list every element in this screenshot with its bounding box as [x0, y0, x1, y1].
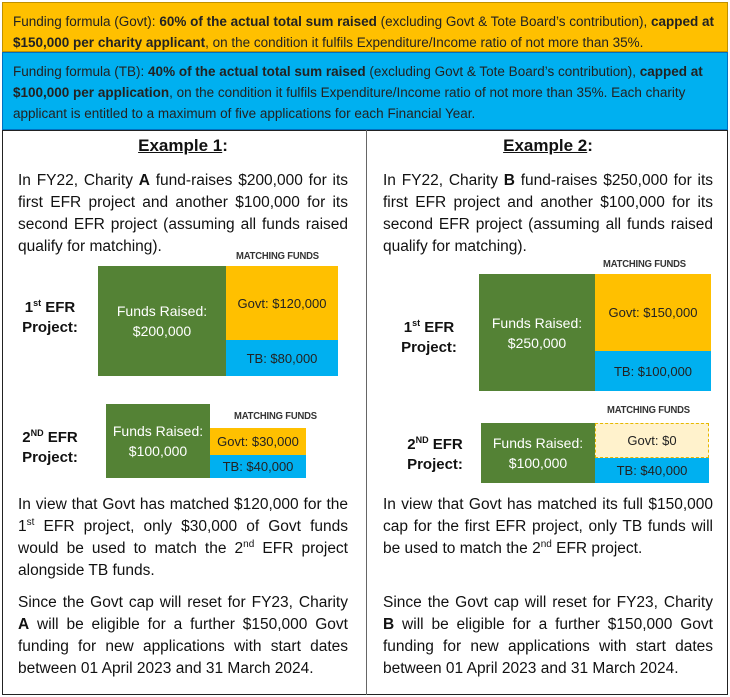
project-1-label: 1st EFR Project: — [22, 298, 78, 336]
example-1-explanation: In view that Govt has matched $120,000 for the 1st EFR project, only $30,000 of Govt funds would be used to match the 2nd EFR project alongside TB funds. — [18, 496, 348, 579]
govt-matching-block: Govt: $150,000 — [595, 274, 711, 351]
example-2-title: Example 2: — [503, 136, 593, 155]
funds-raised-block: Funds Raised: $100,000 — [481, 423, 595, 483]
example-2-intro: In FY22, Charity B fund-raises $250,000 for its first EFR project and another $100,000 for its second EFR project (assuming all funds raised qualify for matching). — [383, 172, 714, 255]
matching-funds-label: MATCHING FUNDS — [607, 404, 690, 416]
project-1-label: 1st EFR Project: — [401, 318, 457, 356]
matching-funds-label: MATCHING FUNDS — [603, 258, 686, 270]
tb-formula-prefix: Funding formula (TB): — [13, 64, 149, 79]
tb-formula-mid: (excluding Govt & Tote Board’s contribution), — [365, 64, 640, 79]
project-2-label: 2ND EFR Project: — [407, 435, 463, 473]
example-1-column — [2, 130, 364, 695]
project-2-label: 2ND EFR Project: — [22, 428, 78, 466]
tb-matching-block: TB: $100,000 — [595, 351, 711, 391]
govt-formula-prefix: Funding formula (Govt): — [13, 14, 160, 29]
example-2-explanation: In view that Govt has matched its full $150,000 cap for the first EFR project, only TB funds will be used to match the 2nd EFR project. — [383, 496, 713, 557]
govt-matching-block: Govt: $120,000 — [226, 266, 338, 340]
tb-formula-suffix: , on the condition it fulfils Expenditure/Income ratio of not more than 35%. Each charity applicant is entitled to a maximum of five applications for each Financial Year. — [13, 85, 686, 121]
govt-formula-rate: 60% of the actual total sum raised — [159, 14, 377, 29]
govt-matching-block: Govt: $30,000 — [210, 428, 306, 455]
tb-matching-block: TB: $80,000 — [226, 340, 338, 376]
example-1-intro: In FY22, Charity A fund-raises $200,000 for its first EFR project and another $100,000 for its second EFR project (assuming all funds raised qualify for matching). — [18, 172, 349, 255]
example-2-column — [367, 130, 729, 695]
govt-formula-mid: (excluding Govt & Tote Board’s contribution), — [376, 14, 652, 29]
tb-matching-block: TB: $40,000 — [210, 455, 306, 478]
matching-funds-label: MATCHING FUNDS — [234, 410, 317, 422]
govt-formula-suffix: , on the condition it fulfils Expenditure/Income ratio of not more than 35%. — [205, 35, 644, 50]
govt-formula-cap: capped at $150,000 per charity applicant — [13, 14, 715, 50]
matching-funds-label: MATCHING FUNDS — [236, 250, 319, 262]
tb-matching-block: TB: $40,000 — [595, 458, 709, 483]
govt-matching-block-zero: Govt: $0 — [595, 423, 709, 458]
tb-funding-formula-banner — [2, 52, 728, 130]
tb-formula-cap: capped at $100,000 per application — [13, 64, 703, 100]
govt-funding-formula-banner — [2, 2, 728, 52]
funds-raised-block: Funds Raised: $200,000 — [98, 266, 226, 376]
example-2-reset-note: Since the Govt cap will reset for FY23, Charity B will be eligible for a further $150,000 Govt funding for new applications with start dates between 01 April 2023 and 31 March 2024. — [383, 594, 713, 677]
example-1-title: Example 1: — [138, 136, 228, 155]
example-1-reset-note: Since the Govt cap will reset for FY23, Charity A will be eligible for a further $150,000 Govt funding for new applications with start dates between 01 April 2023 and 31 March 2024. — [18, 594, 348, 677]
funds-raised-block: Funds Raised: $100,000 — [106, 404, 210, 478]
funds-raised-block: Funds Raised: $250,000 — [479, 274, 595, 391]
tb-formula-rate: 40% of the actual total sum raised — [148, 64, 366, 79]
